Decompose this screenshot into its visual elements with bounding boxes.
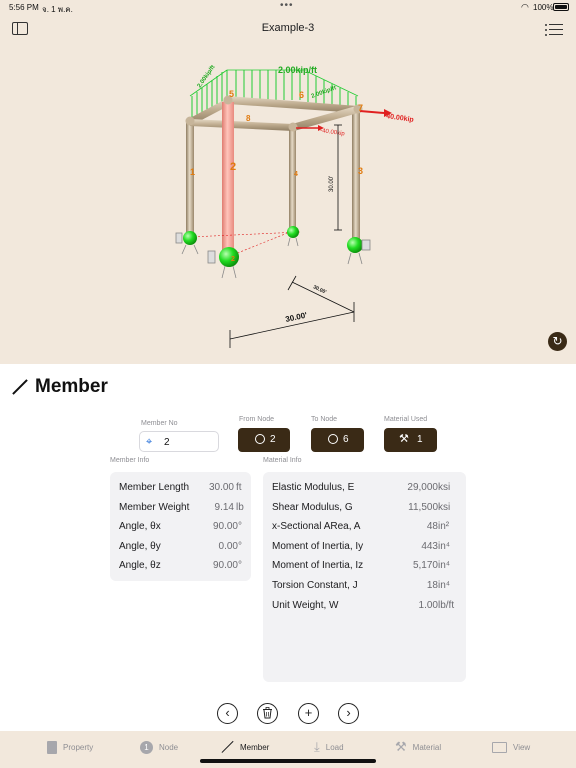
tab-material[interactable] <box>395 739 441 755</box>
member-no-input[interactable] <box>139 431 219 452</box>
tab-member[interactable] <box>222 739 269 755</box>
load-label-distributed: 2.00kip/ft <box>278 65 318 75</box>
row-value: 443 <box>421 541 438 552</box>
member-no-label: Member No <box>141 420 178 427</box>
status-time: 5:56 PM <box>9 3 39 12</box>
support-node-3[interactable] <box>347 237 363 253</box>
tab-label: Member <box>240 742 270 752</box>
structure-model[interactable] <box>0 14 576 364</box>
member-1[interactable] <box>186 122 194 237</box>
row-unit: ksi <box>438 482 451 493</box>
row-label: Elastic Modulus, E <box>272 482 355 493</box>
node-circle-icon <box>328 434 338 444</box>
tab-label: View <box>513 742 531 752</box>
row-unit: in² <box>438 521 450 532</box>
supports[interactable] <box>176 226 370 278</box>
row-label: Moment of Inertia, Iz <box>272 560 364 571</box>
tab-property[interactable] <box>47 739 93 755</box>
model-canvas[interactable] <box>0 14 576 364</box>
row-unit: in⁴ <box>438 560 451 571</box>
document-title: Example-3 <box>261 22 315 34</box>
next-member-button[interactable] <box>338 703 359 724</box>
row-value: 30.00 <box>208 482 234 493</box>
row-value: 90.00° <box>212 560 242 571</box>
member-label-1: 1 <box>190 167 196 177</box>
member-line-icon <box>11 378 29 396</box>
row-label: Torsion Constant, J <box>272 580 358 591</box>
tab-label: Property <box>63 742 94 752</box>
base-axes <box>190 232 300 256</box>
from-node-button[interactable] <box>238 428 290 452</box>
tab-label: Node <box>159 742 179 752</box>
support-node-2[interactable] <box>219 247 239 267</box>
member-info-card <box>110 472 251 581</box>
member-no-value: 2 <box>164 437 170 448</box>
tab-load[interactable] <box>314 739 344 755</box>
member-2-selected[interactable] <box>222 102 237 254</box>
member-line-icon <box>222 741 234 753</box>
from-node-label: From Node <box>239 416 275 423</box>
material-used-button[interactable] <box>384 428 437 452</box>
member-3[interactable] <box>352 110 360 243</box>
row-unit: ft <box>236 482 242 493</box>
plan-dimensions <box>230 276 354 348</box>
load-label-distributed-side: 2.00kip/ft <box>196 64 217 90</box>
battery-percent: 100% <box>533 3 554 12</box>
member-label-6: 6 <box>299 90 305 100</box>
material-info-label: Material Info <box>263 457 302 464</box>
row-label: Angle, θz <box>119 560 161 571</box>
member-info-label: Member Info <box>110 457 150 464</box>
chevron-right-icon: › <box>346 705 351 720</box>
status-date: จ. 1 พ.ค. <box>42 5 73 14</box>
row-value: 9.14 <box>214 502 234 513</box>
row-value: 1.00 <box>418 600 438 611</box>
support-node-1[interactable] <box>183 231 197 245</box>
row-value: 11,500 <box>408 502 438 513</box>
row-label: Angle, θx <box>119 521 161 532</box>
row-unit: in⁴ <box>438 580 451 591</box>
row-value: 29,000 <box>407 482 438 493</box>
status-bar <box>0 0 576 14</box>
row-unit: lb/ft <box>438 600 455 611</box>
home-indicator[interactable] <box>200 759 376 763</box>
member-8[interactable] <box>190 119 293 131</box>
panel-title-text: Member <box>35 376 108 397</box>
battery-icon <box>553 3 569 11</box>
row-value: 48 <box>426 521 438 532</box>
download-arrow-icon: ⤓ <box>314 739 320 754</box>
row-label: Member Weight <box>119 502 190 513</box>
row-label: x-Sectional ARea, A <box>272 521 361 532</box>
node-label-2: 2 <box>231 256 235 263</box>
material-info-card <box>263 472 466 682</box>
height-dimension-label: 30.00' <box>329 175 335 192</box>
to-node-button[interactable] <box>311 428 364 452</box>
row-label: Member Length <box>119 482 190 493</box>
row-label: Shear Modulus, G <box>272 502 353 513</box>
load-label-distributed-right: 2.00kip/ft <box>310 85 338 100</box>
width-dimension-label: 30.00' <box>284 310 308 324</box>
member-6[interactable] <box>228 96 358 113</box>
wifi-icon: ◠ <box>521 2 529 12</box>
node-circle-icon <box>255 434 265 444</box>
row-value: 5,170 <box>412 560 438 571</box>
row-value: 0.00° <box>218 541 242 552</box>
row-unit: ksi <box>438 502 451 513</box>
tab-label: Material <box>412 742 442 752</box>
book-icon <box>47 741 57 754</box>
tab-label: Load <box>325 742 344 752</box>
image-icon <box>492 742 507 753</box>
plus-icon: + <box>304 705 313 720</box>
member-label-8: 8 <box>246 114 251 123</box>
material-used-value: 1 <box>417 434 423 445</box>
member-label-4: 4 <box>294 171 298 178</box>
tag-icon: ⌖ <box>146 436 153 448</box>
row-unit: lb <box>236 502 244 513</box>
support-node-4[interactable] <box>287 226 299 238</box>
joint-1 <box>186 117 195 126</box>
node-number-icon: 1 <box>140 741 153 754</box>
node-label-7: 7 <box>358 103 364 113</box>
multitask-dots[interactable]: ••• <box>280 0 294 11</box>
row-value: 18 <box>426 580 438 591</box>
tab-view[interactable] <box>492 739 530 755</box>
member-label-3: 3 <box>358 166 364 176</box>
joint-4 <box>289 123 298 132</box>
member-label-2: 2 <box>230 161 237 173</box>
panel-title <box>11 376 108 398</box>
trash-icon <box>262 707 273 719</box>
from-node-value: 2 <box>270 434 276 445</box>
refresh-view-icon[interactable]: ↻ <box>548 332 567 351</box>
tab-node[interactable] <box>140 739 178 755</box>
height-dimension <box>334 125 342 230</box>
point-load-x-label: 40.00kip <box>385 113 415 124</box>
delete-member-button[interactable] <box>257 703 278 724</box>
tools-icon: ⚒ <box>395 739 407 754</box>
row-label: Angle, θy <box>119 541 161 552</box>
depth-dimension-label: 30.00' <box>312 284 328 296</box>
member-4[interactable] <box>289 126 296 232</box>
row-unit: in⁴ <box>438 541 451 552</box>
row-value: 90.00° <box>212 521 242 532</box>
row-label: Moment of Inertia, Iy <box>272 541 364 552</box>
to-node-label: To Node <box>311 416 338 423</box>
tools-icon: ⚒ <box>399 433 409 445</box>
chevron-left-icon: ‹ <box>225 705 230 720</box>
add-member-button[interactable] <box>298 703 319 724</box>
row-label: Unit Weight, W <box>272 600 339 611</box>
previous-member-button[interactable] <box>217 703 238 724</box>
node-label-5: 5 <box>229 89 235 99</box>
point-load-neg-label: -40.00kip <box>319 128 346 138</box>
material-used-label: Material Used <box>384 416 428 423</box>
to-node-value: 6 <box>343 434 349 445</box>
